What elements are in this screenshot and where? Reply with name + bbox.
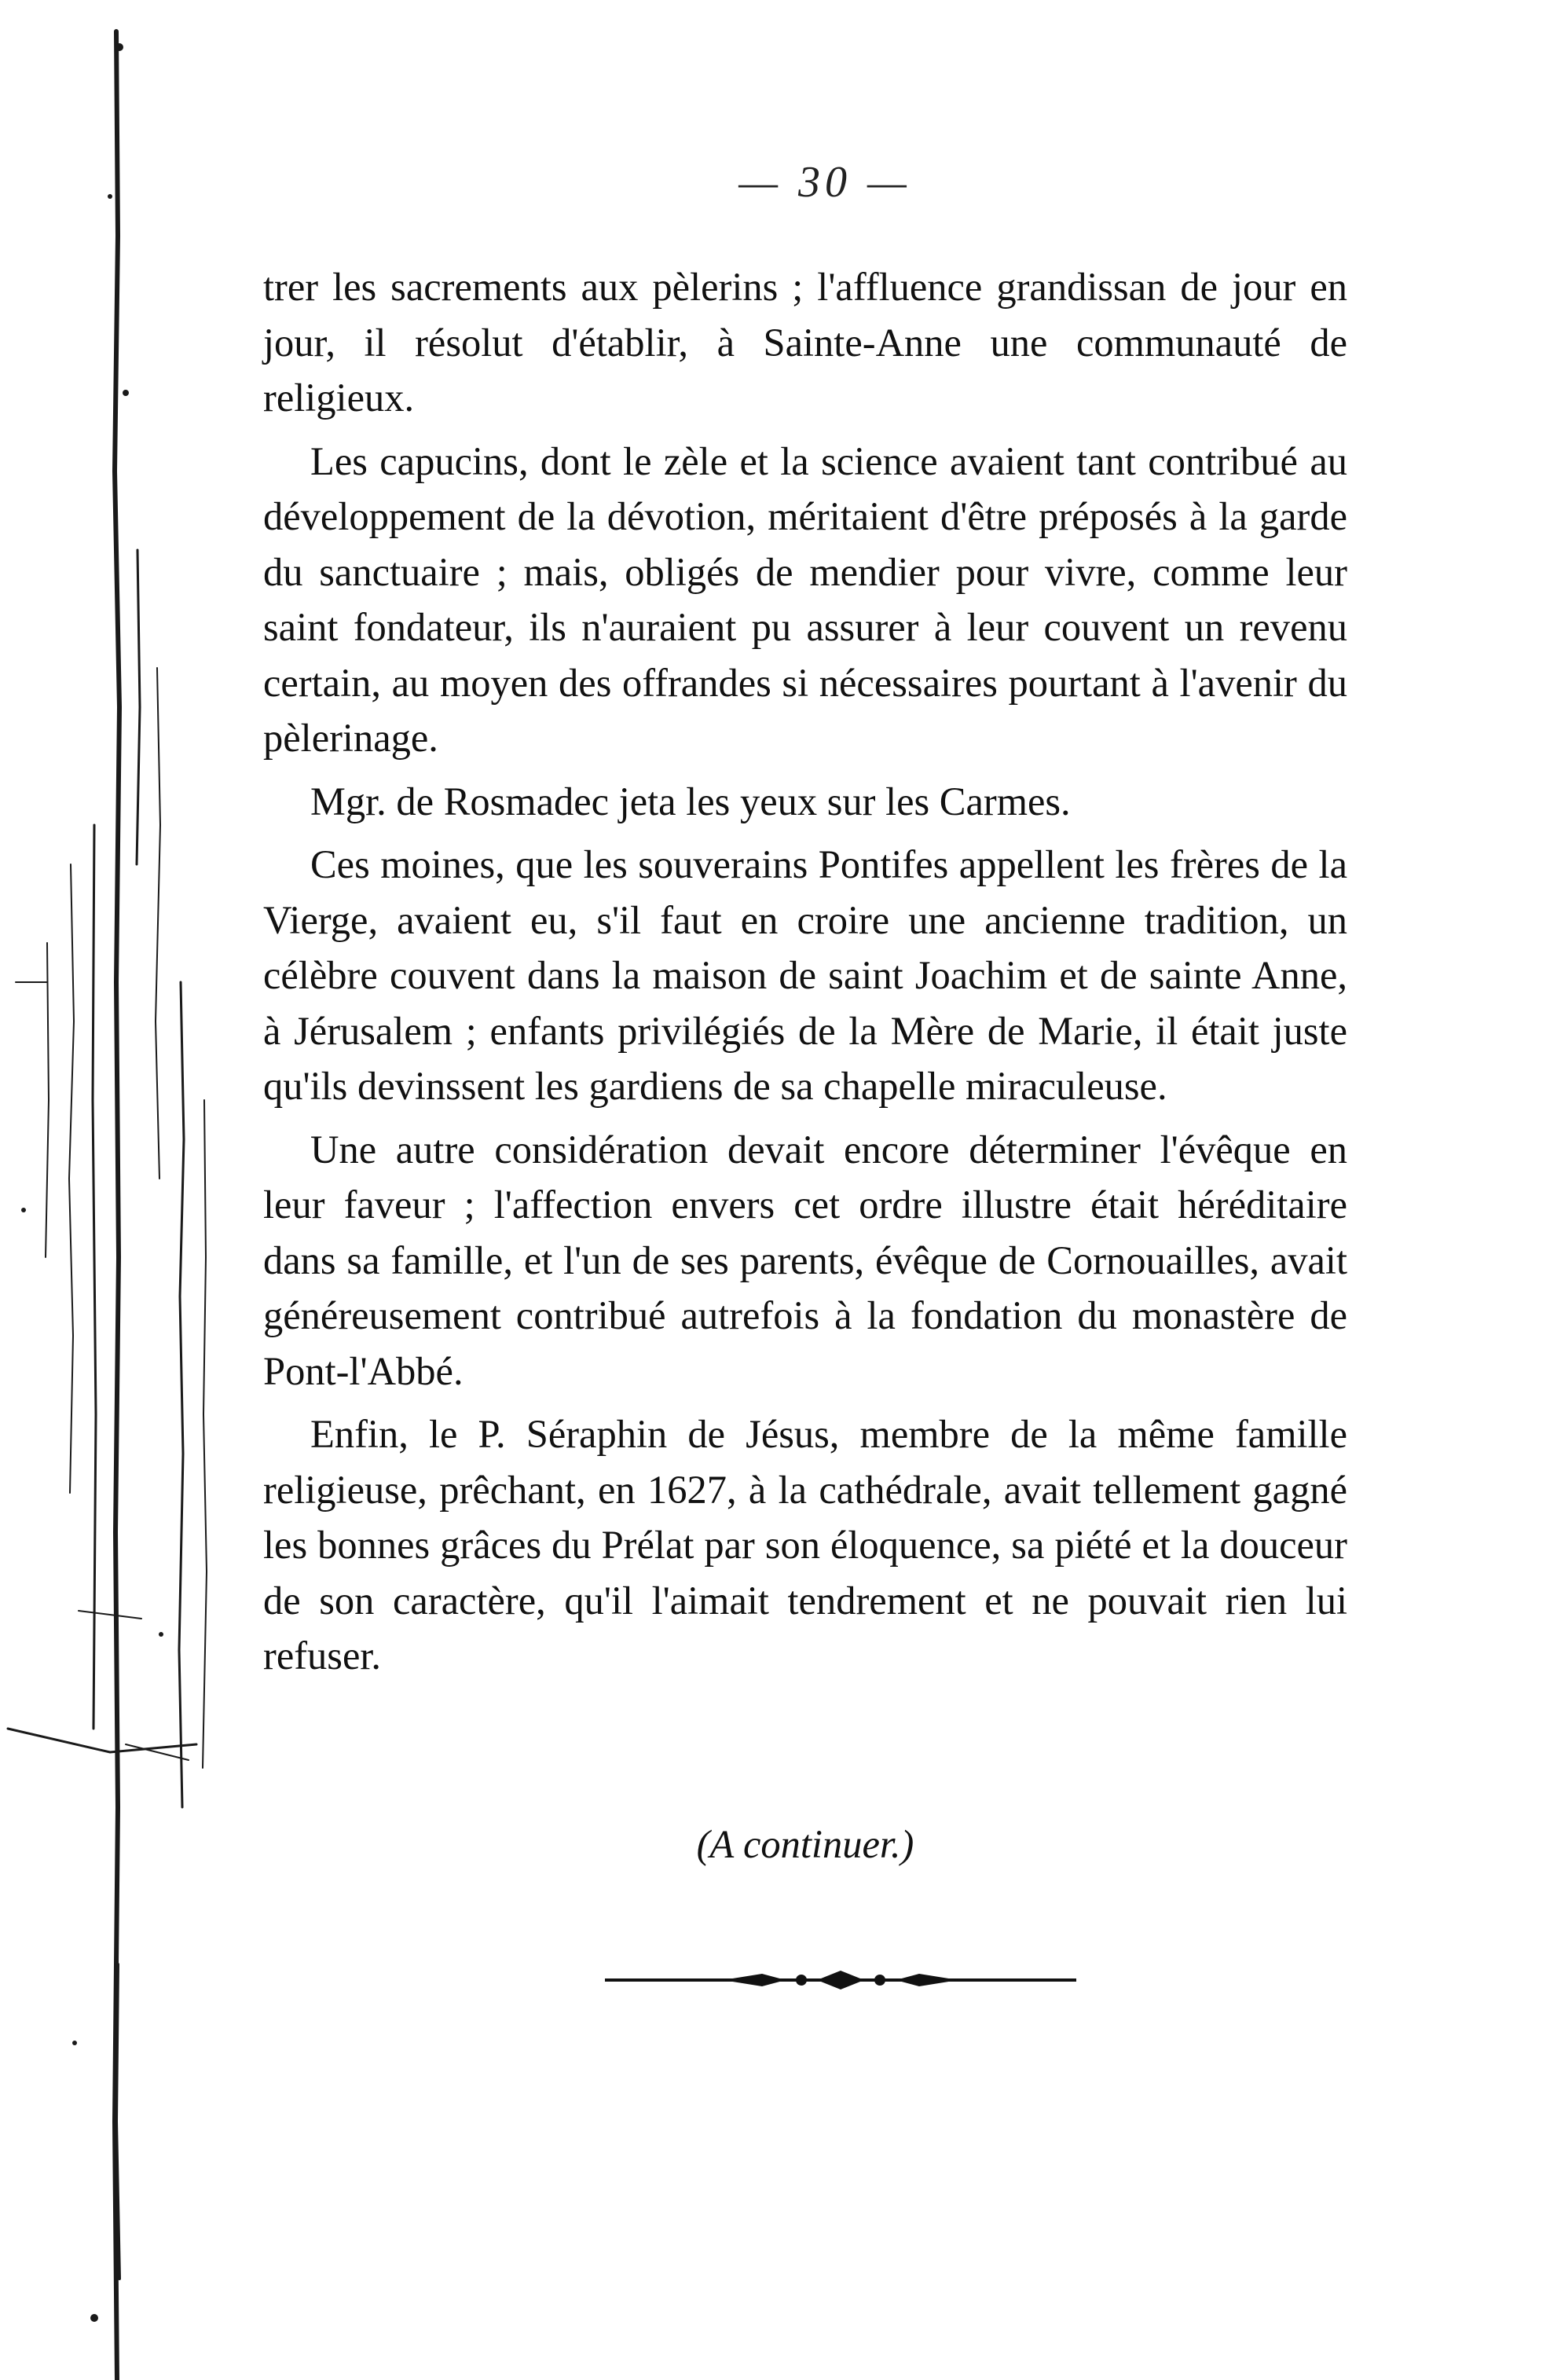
- paragraph-2: Les capucins, dont le zèle et la science avaient tant contribué au développement de la dévotion, méritaient d'être préposés à la garde du sanctuaire ; mais, obligés de mendier pour vivre, comme leur saint fondateur, ils n'auraient pu assurer à leur couvent un revenu certain, au moyen des offrandes si nécessaires pourtant à l'avenir du pèlerinage.: [263, 438, 1347, 760]
- body-text: [263, 259, 1347, 1692]
- tailpiece-ornament-icon: [605, 1964, 1076, 1996]
- paragraph-5: Une autre considération devait encore déterminer l'évêque en leur faveur ; l'affection envers cet ordre illustre était héréditaire dans sa famille, et l'un de ses parents, évêque de Cornouailles, avait généreusement contribué autrefois à la fondation du monastère de Pont-l'Abbé.: [263, 1127, 1347, 1393]
- paragraph-4: Ces moines, que les souverains Pontifes appellent les frères de la Vierge, avaient eu, s'il faut en croire une ancienne tradition, un célèbre couvent dans la maison de saint Joachim et de sainte Anne, à Jérusalem ; enfants privilégiés de la Mère de Marie, il était juste qu'ils devinssent les gardiens de sa chapelle miraculeuse.: [263, 842, 1347, 1108]
- paragraph-3: Mgr. de Rosmadec jeta les yeux sur les Carmes.: [310, 779, 1071, 823]
- continuation-note: (A continuer.): [696, 1822, 914, 1866]
- paragraph-1: trer les sacrements aux pèlerins ; l'affluence grandissan de jour en jour, il résolut d'établir, à Sainte-Anne une communauté de religieux.: [263, 265, 1347, 420]
- page-number: — 30 —: [738, 158, 911, 207]
- paragraph-6: Enfin, le P. Séraphin de Jésus, membre de la même famille religieuse, prêchant, en 1627, à la cathédrale, avait tellement gagné les bonnes grâces du Prélat par son éloquence, sa piété et la douceur de son caractère, qu'il l'aimait tendrement et ne pouvait rien lui refuser.: [263, 1412, 1347, 1678]
- binding-gutter: [0, 0, 236, 2380]
